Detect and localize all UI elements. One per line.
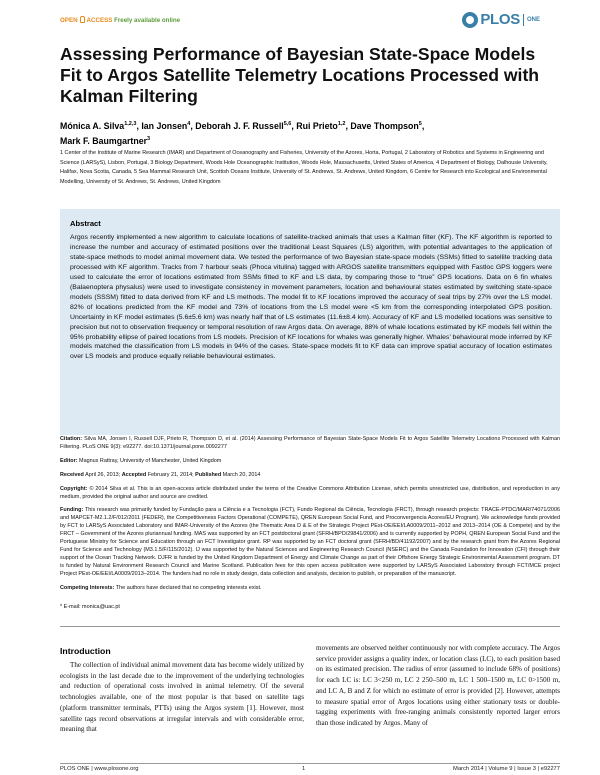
- accepted-label: Accepted: [121, 471, 147, 478]
- funding-text: This research was primarily funded by Fundação para a Ciência e a Tecnologia (FCT), Fundo Regional da Ciência, Tecnologia (FRCT), through research projects: TRACE-PTDC/MAR/74071/2006 and MAPCET-M2.1.2/F/012/2011 (FEDER), the Competitiveness Factors Operational (COMPETE), QREN European Social Fund, and Proconvergencia Acores/EU Program). We acknowledge funds provided by FCT to LARSyS Associated Laboratory and IMAR-University of the Azores (the Thematic Area D & E of the Strategic Project PEst-OE/EEI/LA0009/2011–2012 and 2013–2014 (OE & Compete) and by the FRCT – Government of the Azores pluriannual funding. MAS was supported by an FCT postdoctoral grant (SFRH/BPD/29841/2006) and is currently supported by POPH, QREN European Social Fund and the Portuguese Ministry for Science and Education through an FCT Investigator grant. RP was supported by an FCT doctoral grant (SFRH/BD/41192/2007) and by the research grant from the Azores Regional Fund for Science and Technology (M3.1.5/F/115/2012). IJ was supported by the Natural Sciences and Engineering Research Council (NSERC) and the Canada Foundation for Innovation (CFI) through their support of the Ocean Tracking Network. DJFR is funded by the United Kingdom Department of Energy and Climate Change as part of their Offshore Energy Strategic Environmental Assessment program. DT is funded by Natural Environment Research Council and Marine Scotland. Publication fees for this open access publication were supported by LARSyS Associated Laboratory through FCT/MCE project Project PEst-OE/EEI/LA0009/2013–2014. The funders had no role in study design, data collection and analysis, decision to publish, or preparation of the manuscript.: [60, 507, 560, 577]
- article-title: Assessing Performance of Bayesian State-Space Models Fit to Argos Satellite Telemetry Locations Processed with Kalman Filtering: [60, 44, 540, 106]
- section-divider: [60, 626, 560, 627]
- open-lock-icon: [80, 16, 85, 23]
- author-sep: ,: [190, 120, 196, 131]
- received-label: Received: [60, 471, 84, 478]
- author-sep: ,: [136, 120, 142, 131]
- received-date: April 26, 2013;: [85, 471, 121, 478]
- published-date: March 20, 2014: [222, 471, 261, 478]
- author-sep: ,: [291, 120, 297, 131]
- corresponding-email[interactable]: * E-mail: monica@uac.pt: [60, 603, 120, 610]
- abstract-heading: Abstract: [70, 219, 101, 228]
- author-name: Ian Jonsen: [141, 120, 188, 131]
- abstract-box: [60, 209, 560, 435]
- author-affil-sup: 4: [187, 121, 191, 127]
- copyright-text: © 2014 Silva et al. This is an open-access article distributed under the terms of the Creative Commons Attribution License, which permits unrestricted use, distribution, and reproduction in any medium, provided the original author and source are credited.: [60, 485, 560, 500]
- author-name: Dave Thompson: [350, 120, 419, 131]
- plos-wordmark: PLOS: [480, 11, 520, 28]
- editor: [60, 458, 560, 466]
- author-affil-sup: 3: [147, 136, 151, 143]
- published-label: Published: [195, 471, 222, 478]
- plos-one-logo: [462, 11, 540, 28]
- author-sep: ,: [345, 120, 351, 131]
- citation-label: Citation:: [60, 436, 83, 442]
- funding-label: Funding:: [60, 507, 84, 514]
- introduction-heading: Introduction: [60, 646, 111, 656]
- author-affil-sup: 1,2,3: [124, 121, 137, 127]
- footer-page-number: 1: [302, 766, 306, 772]
- author-name: Mark F. Baumgartner: [60, 136, 148, 147]
- footer-divider: [60, 763, 560, 764]
- plos-circle-icon: [462, 12, 478, 28]
- author-sep: ,: [421, 120, 425, 131]
- journal-header: [60, 10, 540, 30]
- author-affil-sup: 5,6: [283, 121, 292, 127]
- editor-label: Editor:: [60, 457, 78, 464]
- logo-divider: [523, 14, 524, 26]
- accepted-date: February 21, 2014;: [147, 471, 194, 478]
- open-access-label: OPEN: [60, 17, 78, 24]
- affiliations: 1 Center of the Institute of Marine Research (IMAR) and Department of Oceanography and Fisheries, University of the Azores, Horta, Portugal, 2 Laboratory of Robotics and Systems in Engineering and Science (LARSyS), Lisbon, Portugal, 3 Biology Department, Woods Hole Oceanographic Institution, Woods Hole, Massachusetts, United States of America, 4 Department of Biology, Dalhousie University, Halifax, Nova Scotia, Canada, 5 Sea Mammal Research Unit, Scottish Oceans Institute, University of St. Andrews, St. Andrews, United Kingdom, 6 Centre for Research into Ecological and Environmental Modelling, University of St. Andrews, St. Andrews, United Kingdom: [60, 150, 548, 185]
- page-footer: [60, 766, 560, 775]
- dates: [60, 472, 560, 480]
- author-name: Rui Prieto: [296, 120, 338, 131]
- competing-interests: [60, 585, 560, 593]
- citation-text: Silva MA, Jonsen I, Russell DJF, Prieto R, Thompson D, et al. (2014) Assessing Performance of Bayesian State-Space Models Fit to Argos Satellite Telemetry Locations Processed with Kalman Filtering. PLoS ONE 9(3): e92277. doi:10.1371/journal.pone.0092277: [60, 436, 560, 450]
- competing-text: The authors have declared that no competing interests exist.: [115, 584, 262, 591]
- article-metadata: [60, 436, 560, 611]
- access-label: ACCESS: [86, 17, 113, 24]
- abstract-text: Argos recently implemented a new algorithm to calculate locations of satellite-tracked animals that uses a Kalman filter (KF). The KF algorithm is reported to increase the number and accuracy of estimated positions over the traditional Least Squares (LS) algorithm, with potential advantages to the application of state-space methods to model animal movement data. We tested the performance of two Bayesian state-space models (SSMs) fitted to satellite tracking data processed with KF algorithm. Tracks from 7 harbour seals (Phoca vitulina) tagged with ARGOS satellite transmitters equipped with Fastloc GPS loggers were used to calculate the error of locations estimated from SSMs fitted to KF and LS data, by comparing those to “true” GPS locations. Data on 6 fin whales (Balaenoptera physalus) were used to investigate consistency in movement parameters, location and behavioural states estimated by switching state-space models (SSSM) fitted to data derived from KF and LS methods. The model fit to KF locations improved the accuracy of seal trips by 27% over the LS model. 82% of locations predicted from the KF model and 73% of locations from the LS model were <5 km from the corresponding interpolated GPS position. Uncertainty in KF model estimates (5.6±5.6 km) was nearly half that of LS estimates (11.6±8.4 km). Accuracy of KF and LS modelled locations was sensitive to precision but not to observation frequency or temporal resolution of raw Argos data. On average, 88% of whale locations estimated by KF models fell within the 95% probability ellipse of paired locations from LS models. Precision of KF locations for whales was generally higher. Whales’ behavioural mode inferred by KF models matched the classification from LS models in 94% of the cases. State-space models fit to KF data can improve spatial accuracy of location estimates over LS models and produce equally reliable behavioural estimates.: [70, 234, 552, 361]
- editor-text: Magnus Rattray, University of Manchester, United Kingdom: [79, 457, 222, 464]
- citation: [60, 436, 560, 452]
- copyright-label: Copyright:: [60, 485, 88, 492]
- funding: [60, 507, 560, 578]
- freely-available-label: Freely available online: [114, 17, 181, 24]
- copyright: [60, 486, 560, 502]
- author-name: Mónica A. Silva: [60, 120, 125, 131]
- author-list: [60, 118, 560, 149]
- footer-journal-url[interactable]: PLOS ONE | www.plosone.org: [60, 766, 139, 772]
- author-affil-sup: 1,2: [337, 121, 346, 127]
- author-affil-sup: 5: [418, 121, 422, 127]
- open-access-banner: [60, 16, 180, 24]
- competing-label: Competing Interests:: [60, 584, 115, 591]
- footer-issue-info: March 2014 | Volume 9 | Issue 3 | e92277: [453, 766, 560, 772]
- author-name: Deborah J. F. Russell: [195, 120, 284, 131]
- intro-right-column: movements are observed neither continuously nor with complete accuracy. The Argos service provider assigns a quality index, or location class (LC), to each position based on its estimated precision. The radius of error (assumed to include 68% of positions) for each LC is: LC 3<250 m, LC 2 250–500 m, LC 1 500–1500 m, LC 0>1500 m, and LC A, B and Z for which no estimate of error is provided [2]. However, attempts to measure spatial error of Argos locations using either stationary tests or double-tagging experiments with free-ranging animals consistently reported larger errors than those indicated by Argos. Many of: [316, 644, 560, 727]
- intro-left-column: The collection of individual animal movement data has become widely utilized by ecologists in the last decade due to the improvement of the underlying technologies and reduction of operational costs involved in animal telemetry. Of the several technologies available, one of the most popular is that based on satellite tags (platform transmitter terminals, PTTs) using the Argos system [1]. However, most satellite tags record observations at irregular intervals and with considerable error, meaning that: [60, 661, 304, 734]
- one-wordmark: ONE: [526, 16, 540, 23]
